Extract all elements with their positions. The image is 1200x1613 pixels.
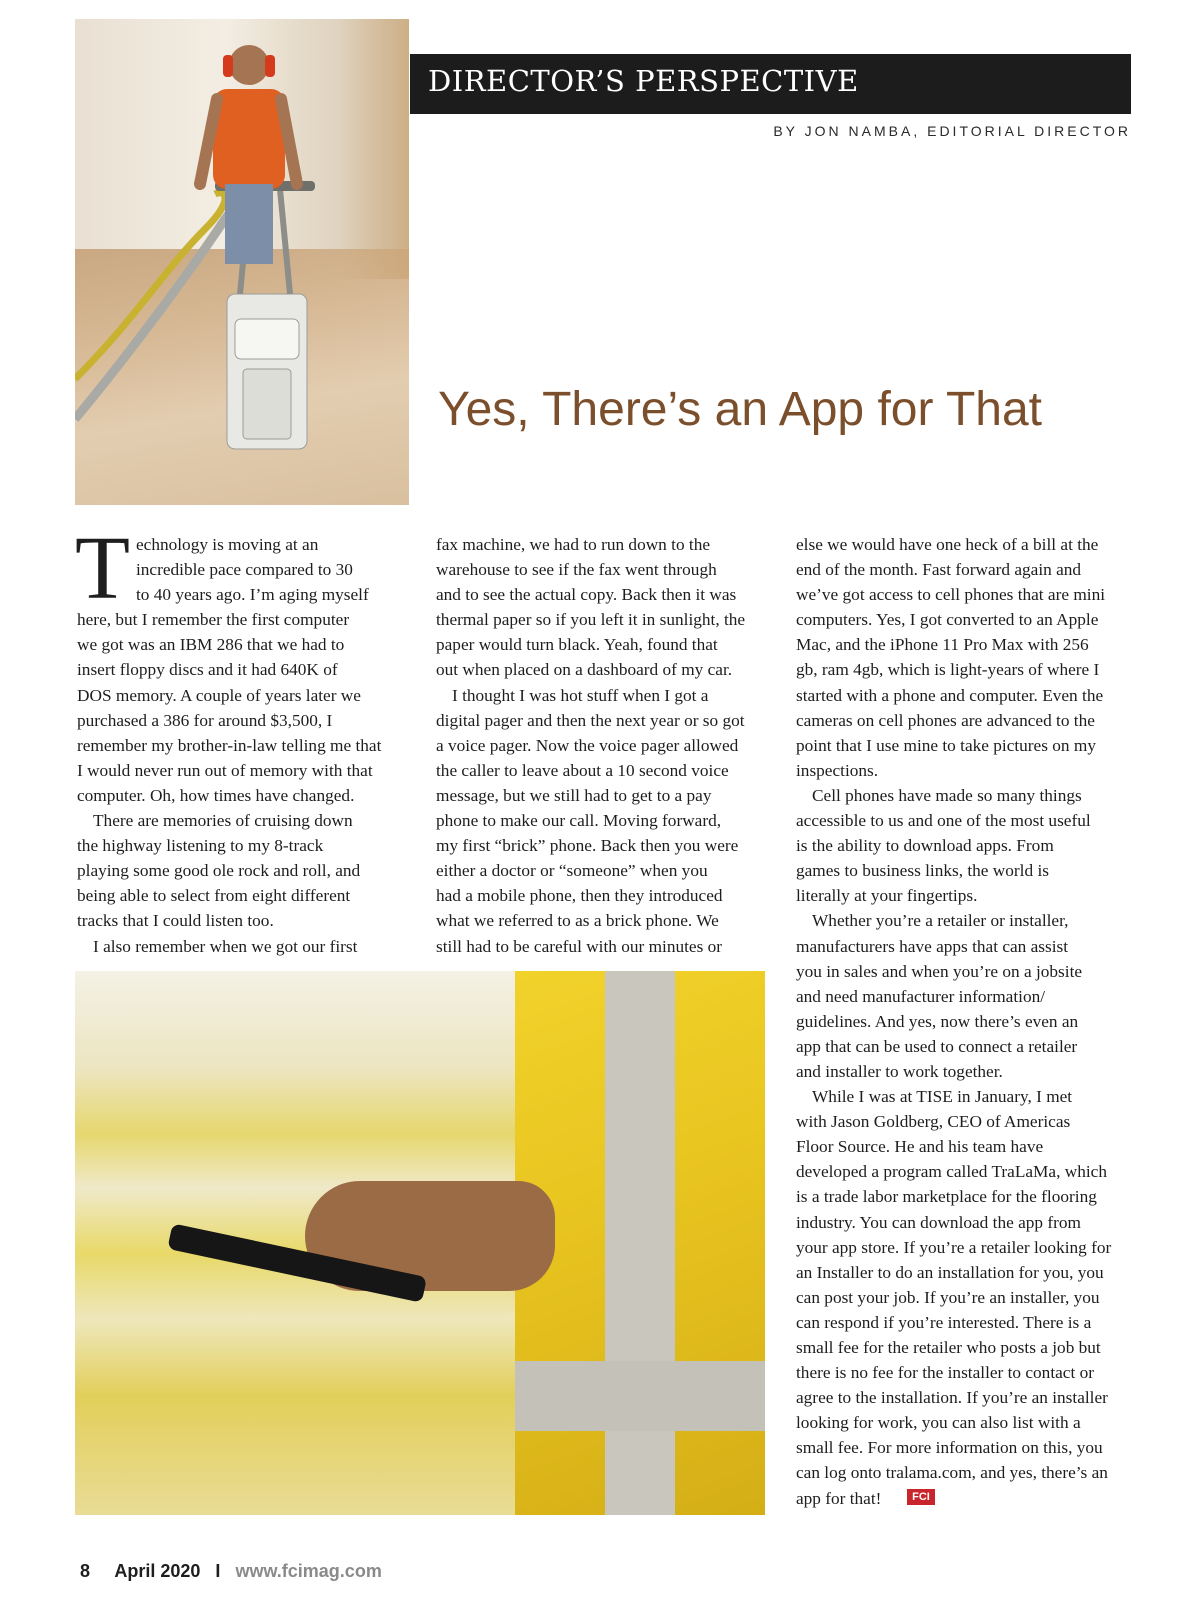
text-line: gb, ram 4gb, which is light-years of where I (796, 660, 1100, 680)
footer-separator: I (215, 1561, 221, 1581)
text-line: paper would turn black. Yeah, found that (436, 635, 718, 655)
text-line: remember my brother-in-law telling me that (77, 735, 382, 755)
text-line: warehouse to see if the fax went through (436, 560, 717, 580)
text-line: point that I use mine to take pictures on my (796, 735, 1096, 755)
text-line: had a mobile phone, then they introduced (436, 886, 723, 906)
text-line: Cell phones have made so many things (812, 785, 1082, 805)
floor-sander-photo (75, 19, 409, 505)
text-line: started with a phone and computer. Even the (796, 685, 1104, 705)
paragraph-5 (796, 783, 1132, 908)
text-line: we got was an IBM 286 that we had to (77, 635, 345, 655)
text-line: there is no fee for the installer to contact or (796, 1363, 1094, 1383)
text-line: cameras on cell phones are advanced to the (796, 710, 1095, 730)
text-line: Whether you’re a retailer or installer, (812, 911, 1069, 931)
text-line: message, but we still had to get to a pay (436, 785, 712, 805)
text-line: the caller to leave about a 10 second voice (436, 760, 729, 780)
text-line: literally at your fingertips. (796, 886, 978, 906)
text-line: DOS memory. A couple of years later we (77, 685, 361, 705)
text-line: guidelines. And yes, now there’s even an (796, 1011, 1079, 1031)
text-line: and need manufacturer information/ (796, 986, 1046, 1006)
text-line: developed a program called TraLaMa, which (796, 1162, 1107, 1182)
text-line: here, but I remember the first computer (77, 610, 350, 630)
text-line: can log onto tralama.com, and yes, there’s an (796, 1463, 1108, 1483)
text-line: app that can be used to connect a retailer (796, 1036, 1078, 1056)
text-line: we’ve got access to cell phones that are mini (796, 585, 1106, 605)
article-column-1 (75, 519, 412, 959)
text-line: echnology is moving at an (135, 535, 319, 554)
text-line: Mac, and the iPhone 11 Pro Max with 256 (796, 635, 1089, 655)
article-column-3 (796, 532, 1132, 1511)
issue-date: April 2020 (114, 1561, 201, 1581)
text-line: industry. You can download the app from (796, 1212, 1081, 1232)
text-line: an Installer to do an installation for you, you (796, 1262, 1104, 1282)
text-line: what we referred to as a brick phone. We (436, 911, 719, 931)
page-number: 8 (80, 1561, 91, 1581)
text-line: incredible pace compared to 30 (135, 560, 353, 580)
text-line: my first “brick” phone. Back then you were (436, 836, 739, 856)
paragraph-4-start (436, 683, 772, 959)
text-line: agree to the installation. If you’re an installer (796, 1388, 1108, 1408)
end-mark-logo: FCI (907, 1489, 935, 1505)
text-line: still had to be careful with our minutes or (436, 936, 723, 956)
text-line: I also remember when we got our first (93, 936, 358, 956)
page-footer (80, 1561, 382, 1582)
text-line: There are memories of cruising down (93, 811, 353, 831)
text-line: end of the month. Fast forward again and (796, 560, 1082, 580)
sander-operator-illustration (75, 19, 409, 505)
vest-reflective-stripe (605, 971, 675, 1515)
text-line: out when placed on a dashboard of my car. (436, 660, 733, 680)
drop-cap: T (75, 519, 130, 618)
text-line: computers. Yes, I got converted to an Apple (796, 610, 1099, 630)
section-title: DIRECTOR’S PERSPECTIVE (428, 64, 859, 98)
text-line: looking for work, you can also list with a (796, 1413, 1081, 1433)
text-line: Floor Source. He and his team have (796, 1137, 1044, 1157)
text-line: small fee for the retailer who posts a job but (796, 1338, 1101, 1357)
text-line: manufacturers have apps that can assist (796, 936, 1069, 956)
website-link[interactable]: www.fcimag.com (235, 1561, 382, 1581)
text-line: you in sales and when you’re on a jobsite (796, 961, 1083, 981)
text-line: tracks that I could listen too. (77, 911, 274, 931)
text-line: small fee. For more information on this, you (796, 1438, 1103, 1458)
text-line: games to business links, the world is (796, 861, 1049, 881)
text-line: phone to make our call. Moving forward, (436, 811, 722, 831)
text-line: is the ability to download apps. From (796, 836, 1054, 856)
text-line: I would never run out of memory with that (77, 760, 373, 780)
text-line: can respond if you’re interested. There is a (796, 1312, 1092, 1332)
text-line: can post your job. If you’re an installer, you (796, 1287, 1100, 1307)
text-line: else we would have one heck of a bill at the (796, 535, 1099, 554)
text-line: the highway listening to my 8-track (77, 836, 324, 856)
paragraph-4-end (796, 532, 1132, 783)
text-line: to 40 years ago. I’m aging myself (135, 585, 369, 605)
text-line: a voice pager. Now the voice pager allowed (436, 735, 739, 755)
text-line: inspections. (796, 760, 879, 780)
text-line: computer. Oh, how times have changed. (77, 785, 355, 805)
article-title: Yes, There’s an App for That (438, 383, 1042, 436)
text-line: purchased a 386 for around $3,500, I (77, 710, 333, 730)
paragraph-3-end (436, 532, 772, 683)
paragraph-2 (77, 808, 412, 933)
paragraph-3-start (77, 934, 412, 959)
text-line: either a doctor or “someone” when you (436, 861, 708, 881)
text-line: I thought I was hot stuff when I got a (452, 685, 709, 705)
text-line: thermal paper so if you left it in sunlight, the (436, 610, 746, 630)
text-line: playing some good ole rock and roll, and (77, 861, 361, 881)
paragraph-7 (796, 1084, 1132, 1511)
text-line: insert floppy discs and it had 640K of (77, 660, 338, 680)
text-line: accessible to us and one of the most useful (796, 811, 1091, 831)
byline: BY JON NAMBA, EDITORIAL DIRECTOR (773, 123, 1131, 139)
text-line: and installer to work together. (796, 1061, 1003, 1081)
text-line: app for that! (796, 1488, 882, 1508)
paragraph-1 (75, 519, 412, 808)
text-line: being able to select from eight different (77, 886, 351, 906)
text-line: is a trade labor marketplace for the flooring (796, 1187, 1097, 1207)
text-line: and to see the actual copy. Back then it was (436, 585, 737, 605)
paragraph-6 (796, 908, 1132, 1084)
text-line: your app store. If you’re a retailer looking for (796, 1237, 1112, 1257)
text-line: digital pager and then the next year or so got (436, 710, 745, 730)
text-line: While I was at TISE in January, I met (812, 1087, 1073, 1107)
text-line: with Jason Goldberg, CEO of Americas (796, 1112, 1071, 1132)
article-column-2 (436, 532, 772, 959)
phone-in-hand-photo (75, 971, 765, 1515)
vest-reflective-band (515, 1361, 765, 1431)
text-line: fax machine, we had to run down to the (436, 535, 711, 554)
